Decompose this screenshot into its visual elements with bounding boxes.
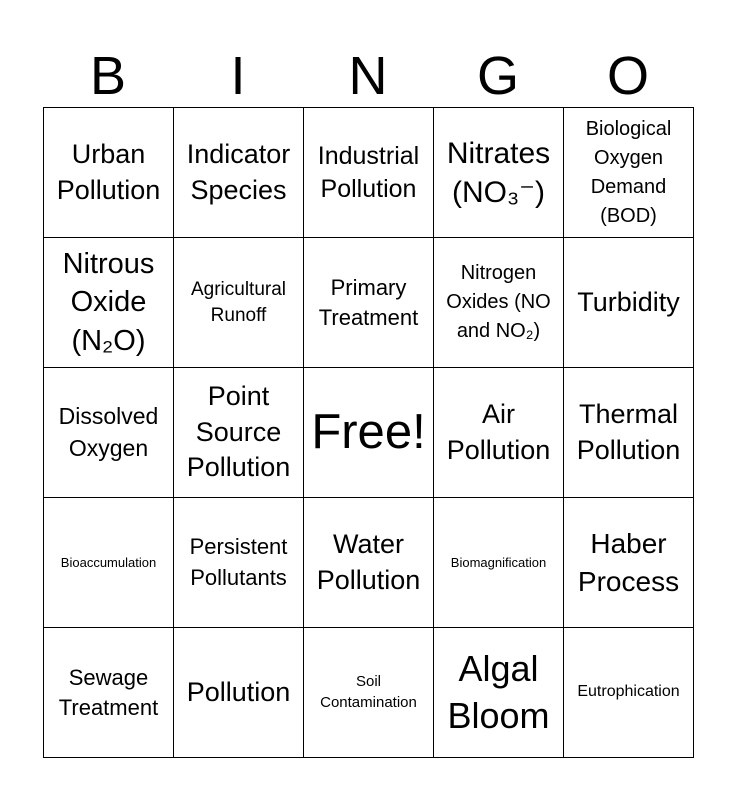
board-row <box>44 498 694 628</box>
bingo-cell[interactable]: Soil Contamination <box>304 628 434 758</box>
bingo-cell[interactable]: Primary Treatment <box>304 238 434 368</box>
header-letter-n: N <box>348 46 388 106</box>
bingo-cell[interactable]: Dissolved Oxygen <box>44 368 174 498</box>
board-row <box>44 628 694 758</box>
bingo-cell[interactable]: Nitrates (NO₃⁻) <box>434 108 564 238</box>
bingo-cell[interactable]: Agricultural Runoff <box>174 238 304 368</box>
bingo-header <box>43 46 693 106</box>
bingo-cell-free[interactable]: Free! <box>304 368 434 498</box>
bingo-cell[interactable]: Turbidity <box>564 238 694 368</box>
bingo-cell[interactable]: Algal Bloom <box>434 628 564 758</box>
bingo-cell[interactable]: Indicator Species <box>174 108 304 238</box>
bingo-cell[interactable]: Nitrous Oxide (N₂O) <box>44 238 174 368</box>
bingo-cell[interactable]: Air Pollution <box>434 368 564 498</box>
bingo-cell[interactable]: Thermal Pollution <box>564 368 694 498</box>
board-row <box>44 368 694 498</box>
bingo-cell[interactable]: Persistent Pollutants <box>174 498 304 628</box>
bingo-cell[interactable]: Haber Process <box>564 498 694 628</box>
bingo-cell[interactable]: Industrial Pollution <box>304 108 434 238</box>
bingo-cell[interactable]: Biomagnification <box>434 498 564 628</box>
bingo-cell[interactable]: Sewage Treatment <box>44 628 174 758</box>
board-row <box>44 238 694 368</box>
header-letter-i: I <box>230 46 246 106</box>
bingo-cell[interactable]: Urban Pollution <box>44 108 174 238</box>
bingo-cell[interactable]: Pollution <box>174 628 304 758</box>
bingo-cell[interactable]: Water Pollution <box>304 498 434 628</box>
bingo-cell[interactable]: Point Source Pollution <box>174 368 304 498</box>
header-letter-b: B <box>89 46 127 106</box>
bingo-board <box>43 107 694 758</box>
bingo-cell[interactable]: Biological Oxygen Demand (BOD) <box>564 108 694 238</box>
bingo-cell[interactable]: Bioaccumulation <box>44 498 174 628</box>
bingo-cell[interactable]: Eutrophication <box>564 628 694 758</box>
board-row <box>44 108 694 238</box>
header-letter-g: G <box>476 46 519 106</box>
header-letter-o: O <box>606 46 649 106</box>
bingo-cell[interactable]: Nitrogen Oxides (NO and NO₂) <box>434 238 564 368</box>
